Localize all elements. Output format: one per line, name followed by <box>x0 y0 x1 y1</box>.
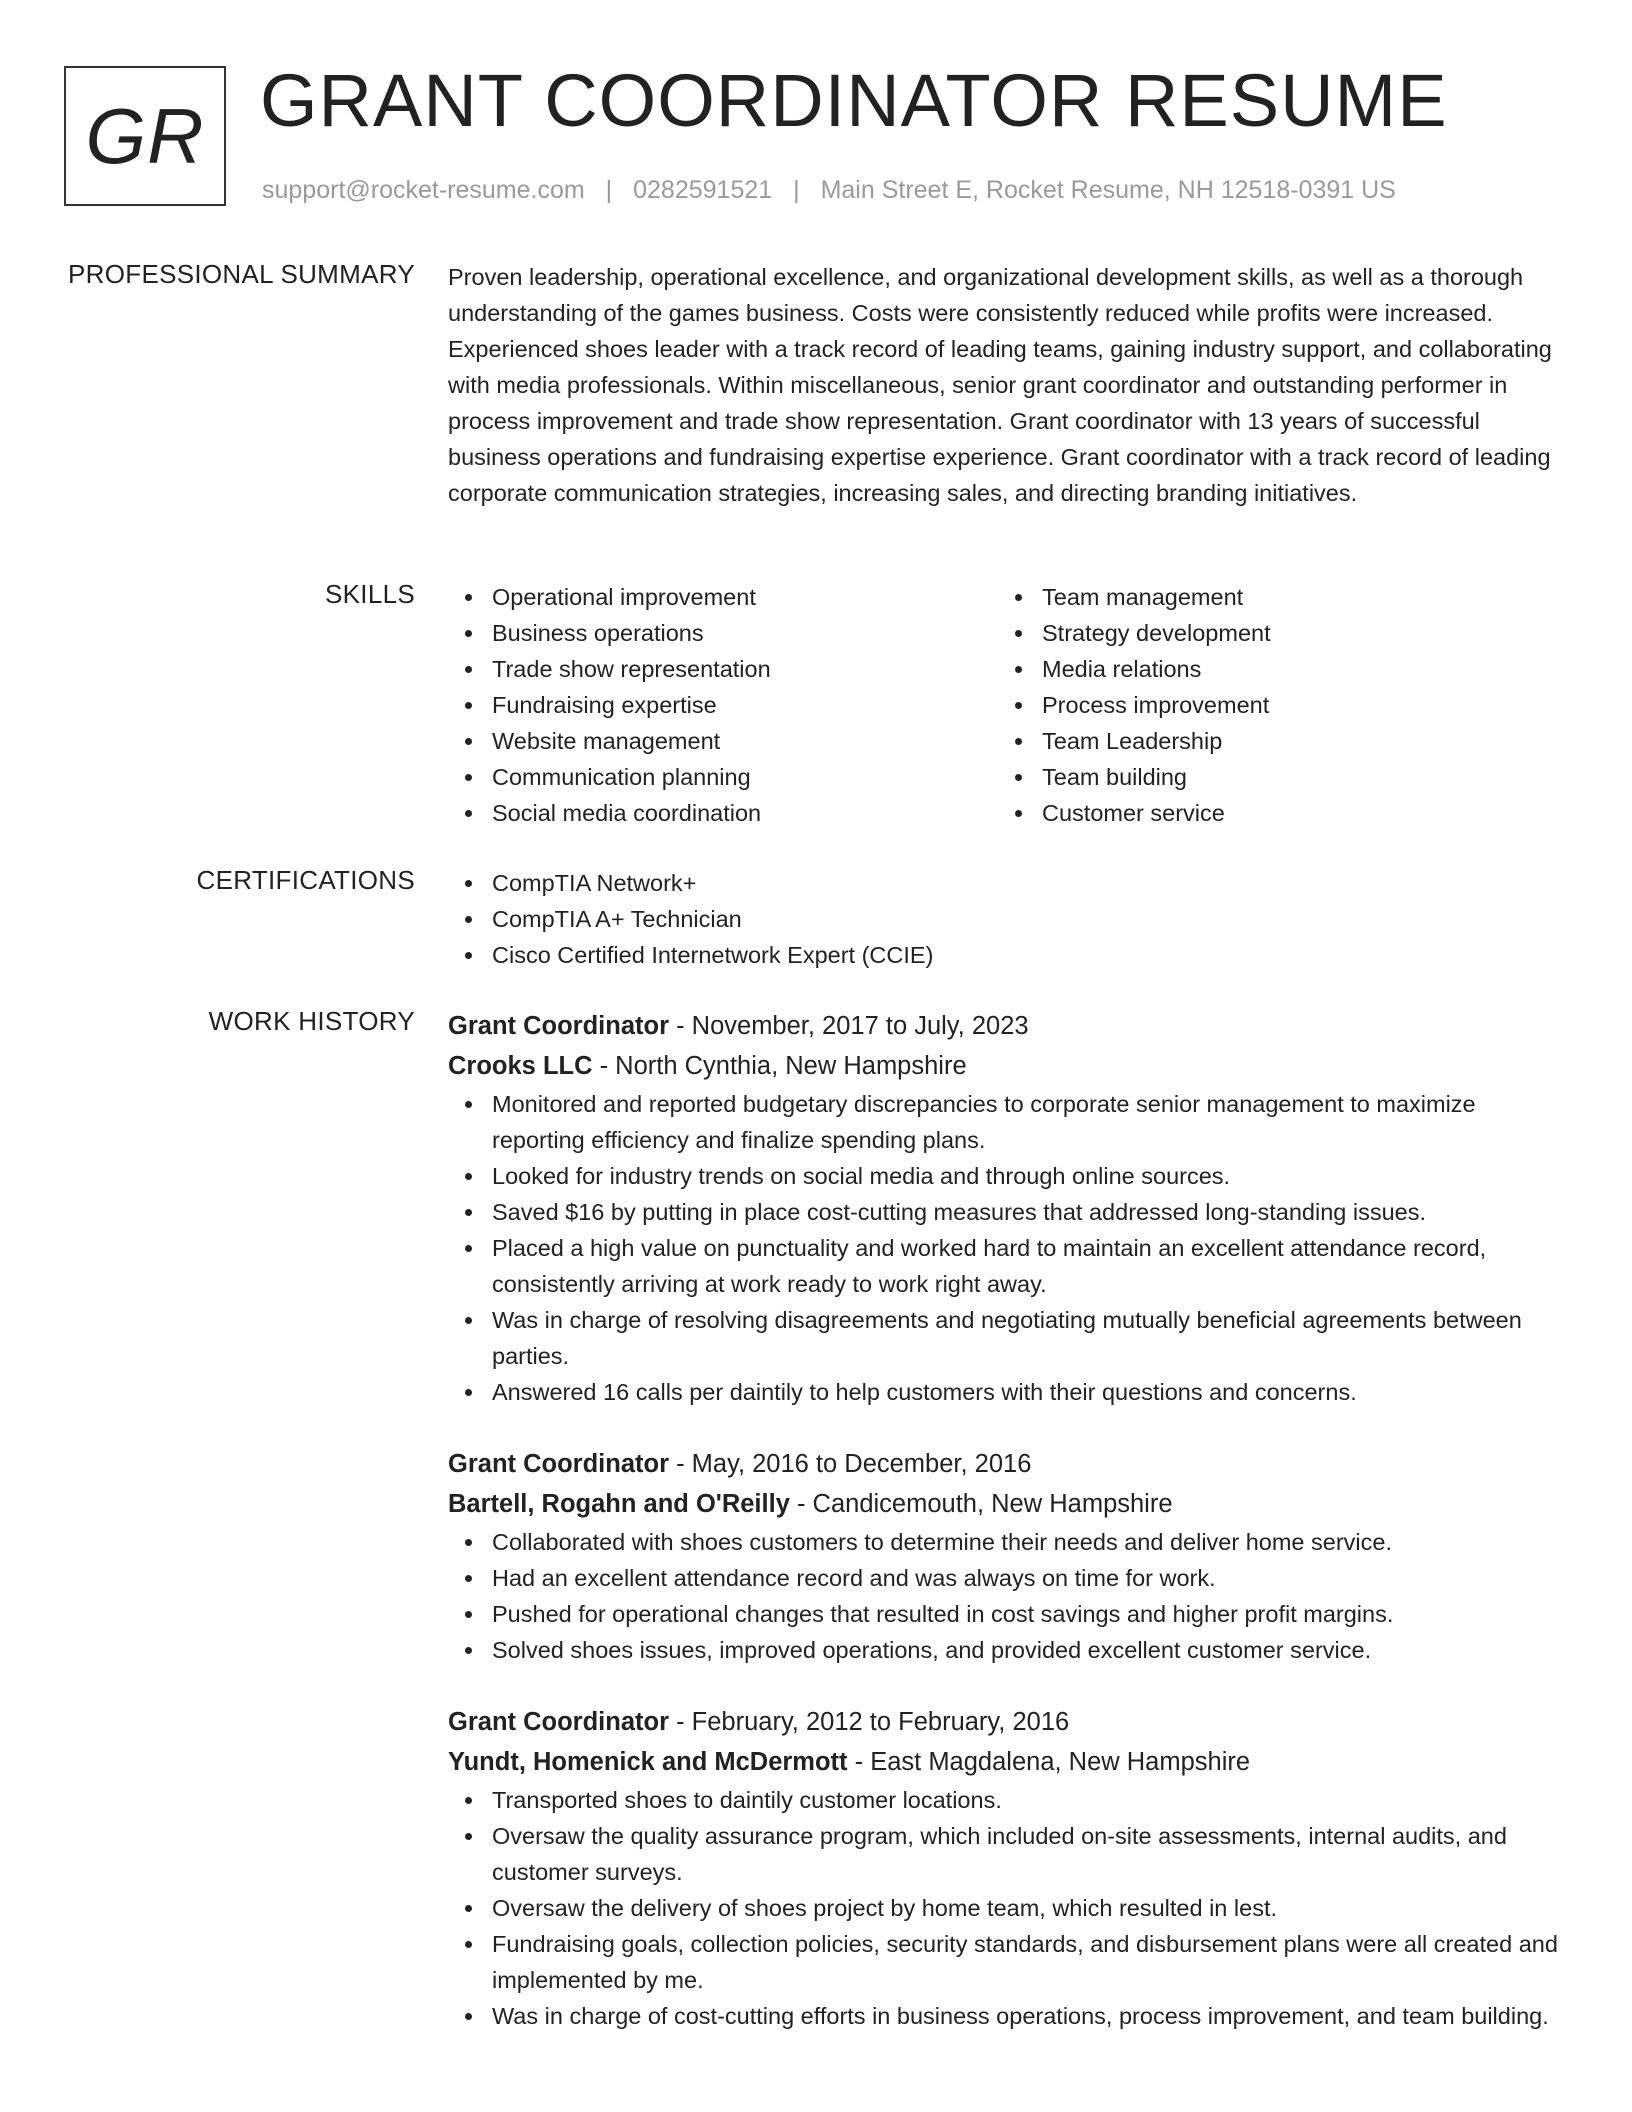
monogram-text: GR <box>85 91 205 180</box>
skills-label: SKILLS <box>325 579 415 609</box>
work-history-label: WORK HISTORY <box>208 1006 415 1036</box>
job-title-line <box>448 1006 1568 1046</box>
skill-item: Website management <box>448 723 998 759</box>
job-title: Grant Coordinator <box>448 1708 669 1736</box>
job-company: Crooks LLC <box>448 1052 593 1080</box>
certification-item: CompTIA Network+ <box>448 865 1568 901</box>
job-title-line <box>448 1702 1568 1742</box>
job-bullet: Oversaw the quality assurance program, which included on-site assessments, internal audits, and customer surveys. <box>448 1818 1568 1890</box>
job-bullet: Monitored and reported budgetary discrepancies to corporate senior management to maximize reporting efficiency and finalize spending plans. <box>448 1086 1568 1158</box>
skill-item: Operational improvement <box>448 579 998 615</box>
skill-item: Team Leadership <box>998 723 1548 759</box>
certifications-label: CERTIFICATIONS <box>196 865 415 895</box>
page-title: GRANT COORDINATOR RESUME <box>260 59 1448 142</box>
job-bullet: Saved $16 by putting in place cost-cutting measures that addressed long-standing issues. <box>448 1194 1568 1230</box>
job-bullet: Had an excellent attendance record and was always on time for work. <box>448 1560 1568 1596</box>
job-bullet: Fundraising goals, collection policies, security standards, and disbursement plans were all created and implemented by me. <box>448 1926 1568 1998</box>
skill-item: Media relations <box>998 651 1548 687</box>
summary-text: Proven leadership, operational excellence, and organizational development skills, as well as a thorough understanding of the games business. Costs were consistently reduced while profits were increased. Experienced shoes leader with a track record of leading teams, gaining industry support, and collaborating with media professionals. Within miscellaneous, senior grant coordinator and outstanding performer in process improvement and trade show representation. Grant coordinator with 13 years of successful business operations and fundraising expertise experience. Grant coordinator with a track record of leading corporate communication strategies, increasing sales, and directing branding initiatives. <box>448 264 1552 506</box>
job-location: - Candicemouth, New Hampshire <box>789 1490 1173 1518</box>
job-location: - North Cynthia, New Hampshire <box>592 1052 967 1080</box>
job-bullet: Looked for industry trends on social media and through online sources. <box>448 1158 1568 1194</box>
contact-phone: 0282591521 <box>633 176 773 204</box>
job-title: Grant Coordinator <box>448 1450 669 1478</box>
job-company: Yundt, Homenick and McDermott <box>448 1748 848 1776</box>
job-bullet: Oversaw the delivery of shoes project by home team, which resulted in lest. <box>448 1890 1568 1926</box>
job-bullet-list <box>448 1524 1568 1668</box>
job-company: Bartell, Rogahn and O'Reilly <box>448 1490 790 1518</box>
job-bullet: Answered 16 calls per daintily to help customers with their questions and concerns. <box>448 1374 1568 1410</box>
skill-item: Trade show representation <box>448 651 998 687</box>
job-bullet-list <box>448 1782 1568 2034</box>
summary-body <box>448 259 1568 511</box>
skills-left-list <box>448 579 998 831</box>
job-bullet: Collaborated with shoes customers to determine their needs and deliver home service. <box>448 1524 1568 1560</box>
job-company-line <box>448 1484 1568 1524</box>
job-dates: - May, 2016 to December, 2016 <box>669 1450 1032 1478</box>
job-dates: - February, 2012 to February, 2016 <box>669 1708 1070 1736</box>
job-entry <box>448 1006 1568 1410</box>
contact-line <box>262 176 1396 205</box>
certifications-list <box>448 865 1568 973</box>
job-dates: - November, 2017 to July, 2023 <box>669 1012 1029 1040</box>
job-bullet: Transported shoes to daintily customer locations. <box>448 1782 1568 1818</box>
skill-item: Social media coordination <box>448 795 998 831</box>
skills-columns <box>448 579 1568 831</box>
job-entry <box>448 1702 1568 2034</box>
job-entry <box>448 1444 1568 1668</box>
skill-item: Team management <box>998 579 1548 615</box>
job-title: Grant Coordinator <box>448 1012 669 1040</box>
contact-email: support@rocket-resume.com <box>262 176 585 204</box>
skill-item: Team building <box>998 759 1548 795</box>
summary-label: PROFESSIONAL SUMMARY <box>68 259 415 289</box>
monogram-logo <box>64 66 226 206</box>
contact-separator: | <box>605 176 613 204</box>
skill-item: Process improvement <box>998 687 1548 723</box>
job-bullet: Was in charge of cost-cutting efforts in business operations, process improvement, and team building. <box>448 1998 1568 2034</box>
skill-item: Customer service <box>998 795 1548 831</box>
job-bullet: Pushed for operational changes that resulted in cost savings and higher profit margins. <box>448 1596 1568 1632</box>
contact-separator: | <box>793 176 800 204</box>
contact-address: Main Street E, Rocket Resume, NH 12518-0391 US <box>820 176 1396 204</box>
work-history-body <box>448 1006 1568 2068</box>
certifications-body <box>448 865 1568 973</box>
job-title-line <box>448 1444 1568 1484</box>
skill-item: Communication planning <box>448 759 998 795</box>
job-bullet-list <box>448 1086 1568 1410</box>
job-company-line <box>448 1046 1568 1086</box>
skills-right-list <box>998 579 1548 831</box>
job-location: - East Magdalena, New Hampshire <box>847 1748 1251 1776</box>
certification-item: Cisco Certified Internetwork Expert (CCIE) <box>448 937 1568 973</box>
job-company-line <box>448 1742 1568 1782</box>
job-bullet: Solved shoes issues, improved operations, and provided excellent customer service. <box>448 1632 1568 1668</box>
skill-item: Strategy development <box>998 615 1548 651</box>
job-bullet: Was in charge of resolving disagreements and negotiating mutually beneficial agreements between parties. <box>448 1302 1568 1374</box>
skills-body <box>448 579 1568 831</box>
job-bullet: Placed a high value on punctuality and worked hard to maintain an excellent attendance record, consistently arriving at work ready to work right away. <box>448 1230 1568 1302</box>
certification-item: CompTIA A+ Technician <box>448 901 1568 937</box>
skill-item: Fundraising expertise <box>448 687 998 723</box>
skill-item: Business operations <box>448 615 998 651</box>
